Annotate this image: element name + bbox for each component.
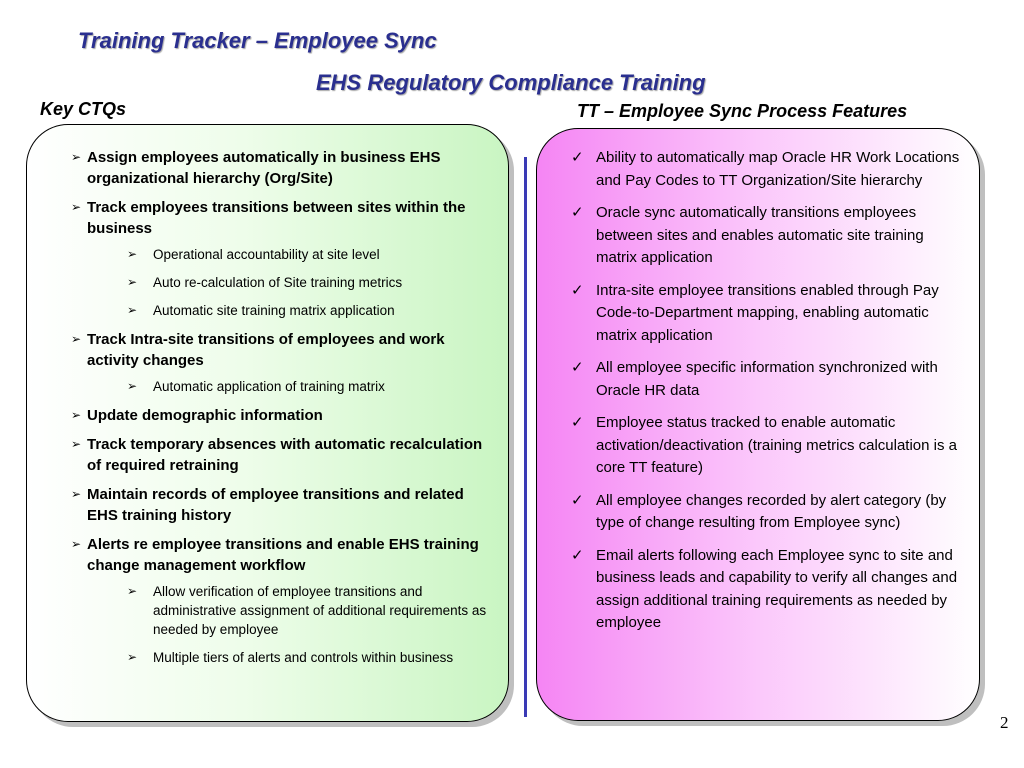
arrow-bullet-icon: ➢ — [71, 150, 82, 164]
feature-item — [569, 490, 965, 535]
arrow-bullet-icon: ➢ — [71, 537, 82, 551]
ctq-item — [71, 329, 491, 396]
ctq-sub-list — [87, 582, 491, 667]
checkmark-icon: ✓ — [571, 359, 584, 376]
ctq-sub-item — [127, 273, 491, 292]
feature-text: Intra-site employee transitions enabled through Pay Code-to-Department mapping, enabling automatic matrix application — [596, 281, 939, 344]
ctq-sub-list — [87, 245, 491, 320]
checkmark-icon: ✓ — [571, 546, 584, 564]
ctq-text: Update demographic information — [87, 407, 323, 424]
ctq-list — [71, 147, 491, 676]
ctq-sub-text: Automatic application of training matrix — [153, 379, 385, 394]
arrow-bullet-icon: ➢ — [71, 437, 82, 451]
ctq-text: Maintain records of employee transitions and related EHS training history — [87, 486, 464, 524]
feature-item — [569, 280, 965, 348]
ctq-sub-text: Auto re-calculation of Site training metrics — [153, 275, 403, 290]
ctq-sub-item — [127, 648, 491, 667]
arrow-bullet-icon: ➢ — [71, 200, 82, 214]
feature-item — [569, 147, 965, 192]
arrow-bullet-icon: ➢ — [71, 332, 82, 346]
arrow-bullet-icon: ➢ — [127, 650, 138, 664]
page-title: Training Tracker – Employee Sync — [78, 28, 437, 53]
feature-text: Oracle sync automatically transitions employees between sites and enables automatic site training matrix application — [596, 204, 924, 266]
ctq-text: Assign employees automatically in business EHS organizational hierarchy (Org/Site) — [87, 149, 441, 187]
page-number: 2 — [1000, 713, 1009, 732]
feature-text: Email alerts following each Employee sync to site and business leads and capability to verify all changes and assign additional training requirements as needed by employee — [596, 546, 958, 631]
ctq-text: Track temporary absences with automatic recalculation of required retraining — [87, 436, 483, 474]
checkmark-icon: ✓ — [571, 491, 584, 509]
checkmark-icon: ✓ — [571, 281, 584, 299]
feature-text: All employee changes recorded by alert category (by type of change resulting from Employee sync) — [596, 491, 947, 531]
ctq-sub-list — [87, 377, 491, 396]
feature-list — [569, 147, 965, 645]
ctq-sub-item — [127, 245, 491, 264]
arrow-bullet-icon: ➢ — [71, 487, 82, 501]
ctq-sub-item — [127, 301, 491, 320]
ctq-item — [71, 405, 491, 426]
vertical-divider — [524, 157, 527, 717]
ctq-item — [71, 534, 491, 667]
arrow-bullet-icon: ➢ — [71, 408, 82, 422]
feature-text: All employee specific information synchronized with Oracle HR data — [596, 359, 938, 399]
ctq-item — [71, 484, 491, 526]
feature-item — [569, 545, 965, 635]
ctq-sub-text: Multiple tiers of alerts and controls within business — [153, 650, 454, 665]
ctq-text: Alerts re employee transitions and enable EHS training change management workflow — [87, 536, 479, 574]
feature-item — [569, 202, 965, 270]
ctq-sub-item — [127, 582, 491, 639]
checkmark-icon: ✓ — [571, 149, 584, 166]
ctq-item — [71, 197, 491, 320]
arrow-bullet-icon: ➢ — [127, 303, 138, 317]
feature-text: Employee status tracked to enable automatic activation/deactivation (training metrics calculation is a core TT feature) — [596, 414, 958, 476]
feature-text: Ability to automatically map Oracle HR Work Locations and Pay Codes to TT Organization/Site hierarchy — [596, 149, 960, 189]
ctq-sub-text: Allow verification of employee transitions and administrative assignment of additional requirements as needed by employee — [153, 584, 487, 637]
key-ctqs-heading: Key CTQs — [40, 99, 127, 119]
ctq-text: Track Intra-site transitions of employees and work activity changes — [87, 331, 445, 369]
page-subtitle: EHS Regulatory Compliance Training — [316, 70, 706, 95]
arrow-bullet-icon: ➢ — [127, 275, 138, 289]
checkmark-icon: ✓ — [571, 414, 584, 431]
arrow-bullet-icon: ➢ — [127, 247, 138, 261]
ctq-sub-text: Operational accountability at site level — [153, 247, 380, 262]
arrow-bullet-icon: ➢ — [127, 379, 138, 393]
feature-item — [569, 357, 965, 402]
ctq-item — [71, 147, 491, 189]
checkmark-icon: ✓ — [571, 204, 584, 221]
ctq-text: Track employees transitions between sites within the business — [87, 199, 466, 237]
key-ctqs-panel — [26, 124, 509, 722]
ctq-item — [71, 434, 491, 476]
features-heading: TT – Employee Sync Process Features — [577, 101, 908, 121]
arrow-bullet-icon: ➢ — [127, 584, 138, 598]
ctq-sub-text: Automatic site training matrix application — [153, 303, 395, 318]
ctq-sub-item — [127, 377, 491, 396]
features-panel — [536, 128, 980, 721]
feature-item — [569, 412, 965, 480]
